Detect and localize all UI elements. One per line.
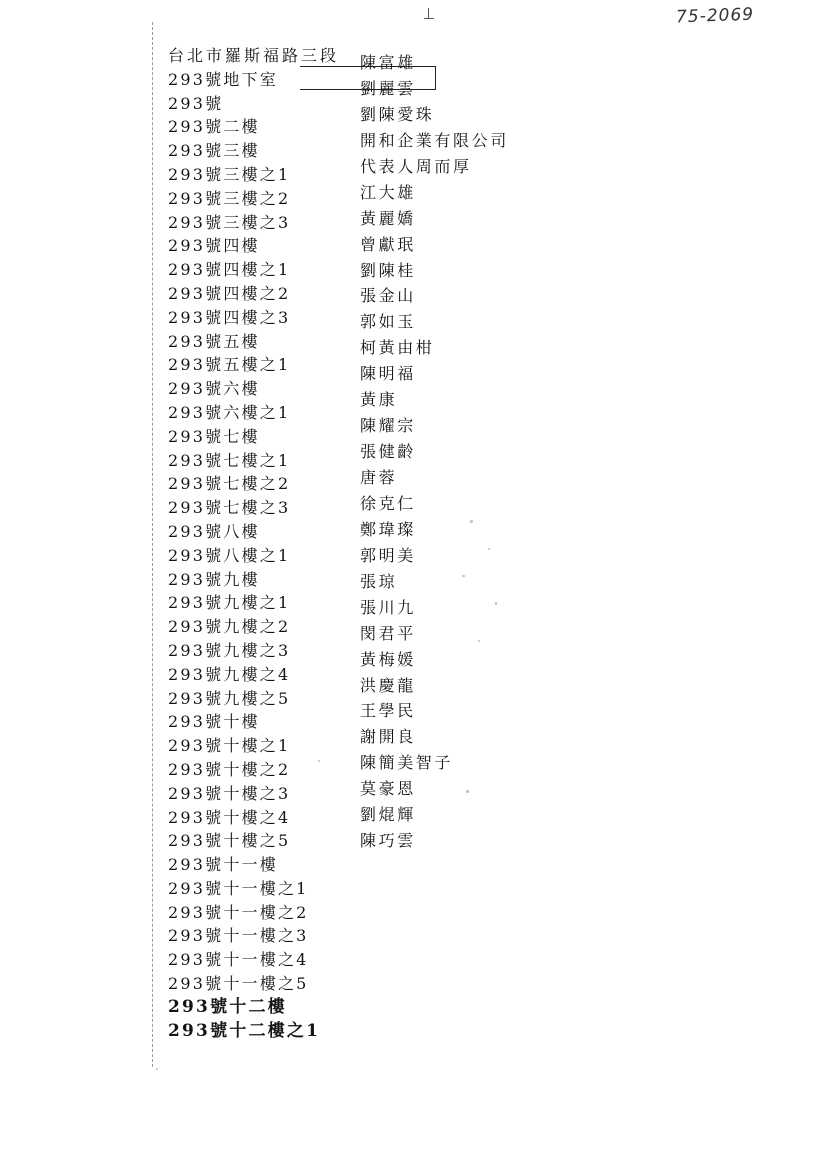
name-line: 開和企業有限公司	[360, 130, 509, 150]
name-line: 張健齡	[360, 442, 416, 462]
address-line: 293號十一樓之5	[168, 974, 309, 994]
name-line: 陳明福	[360, 364, 416, 384]
scan-speckle	[478, 640, 480, 642]
margin-tick-mark	[424, 8, 434, 19]
name-line: 陳富雄	[360, 53, 416, 72]
handwritten-annotation: 75-2069	[675, 4, 755, 28]
name-line: 黃梅媛	[360, 649, 416, 669]
scan-speckle	[470, 520, 473, 523]
scan-speckle	[495, 602, 497, 605]
address-line: 293號十樓之1	[168, 736, 291, 756]
name-line: 張金山	[360, 286, 416, 306]
address-line: 293號十二樓之1	[168, 1020, 321, 1041]
name-line: 曾獻珉	[360, 234, 416, 254]
name-line: 王學民	[360, 701, 416, 721]
name-line: 黃麗嬌	[360, 208, 416, 228]
address-line: 293號地下室	[168, 69, 278, 89]
address-line: 293號四樓之3	[168, 307, 291, 327]
name-line: 張琼	[360, 571, 398, 591]
name-line: 劉陳桂	[360, 260, 416, 280]
address-line: 293號四樓	[168, 236, 260, 256]
address-line: 293號	[168, 93, 224, 113]
address-line: 293號九樓	[168, 569, 260, 589]
address-line: 293號六樓	[168, 379, 260, 399]
name-line: 張川九	[360, 597, 416, 617]
address-line: 293號九樓之3	[168, 640, 291, 660]
address-line: 293號十一樓之1	[168, 878, 309, 898]
address-line: 293號七樓之3	[168, 498, 291, 518]
address-line: 293號九樓之1	[168, 593, 291, 613]
left-margin-line	[152, 22, 153, 1067]
address-line: 293號二樓	[168, 117, 260, 137]
address-line: 293號四樓之2	[168, 283, 291, 303]
name-line: 劉焜輝	[360, 805, 416, 825]
scan-speckle	[462, 575, 465, 577]
address-line: 293號十一樓之3	[168, 926, 309, 946]
name-line: 江大雄	[360, 182, 416, 202]
address-line: 293號十樓之5	[168, 831, 291, 851]
address-line: 293號七樓之1	[168, 450, 291, 470]
address-line: 293號十一樓	[168, 855, 278, 875]
scan-speckle	[156, 1068, 158, 1070]
address-line: 293號三樓之2	[168, 188, 291, 208]
address-line: 293號八樓之1	[168, 545, 291, 565]
address-line: 293號三樓之3	[168, 212, 291, 232]
address-line: 293號十樓之3	[168, 783, 291, 803]
name-line: 郭明美	[360, 545, 416, 565]
name-line: 鄭瑋璨	[360, 519, 416, 539]
address-line: 293號十樓之4	[168, 807, 291, 827]
address-line: 293號十二樓	[168, 996, 287, 1017]
name-line: 莫豪恩	[360, 779, 416, 799]
address-line: 293號九樓之4	[168, 664, 291, 684]
address-line: 293號五樓	[168, 331, 260, 351]
address-line: 台北市羅斯福路三段	[168, 46, 340, 65]
name-line: 閔君平	[360, 623, 416, 643]
address-line: 293號三樓之1	[168, 164, 291, 184]
address-column	[168, 44, 368, 1043]
address-line: 293號九樓之2	[168, 617, 291, 637]
address-line: 293號十樓	[168, 712, 260, 732]
name-line: 柯黃由柑	[360, 338, 435, 358]
address-line: 293號十一樓之2	[168, 902, 309, 922]
name-line: 洪慶龍	[360, 675, 416, 695]
name-line: 謝開良	[360, 727, 416, 747]
address-line: 293號十一樓之4	[168, 950, 309, 970]
name-line: 徐克仁	[360, 493, 416, 513]
name-line: 唐蓉	[360, 468, 398, 487]
name-line: 劉麗雲	[360, 78, 416, 98]
address-line: 293號八樓	[168, 521, 260, 541]
address-line: 293號四樓之1	[168, 260, 291, 280]
name-line: 陳簡美智子	[360, 753, 454, 773]
name-line: 劉陳愛珠	[360, 104, 435, 124]
name-column	[360, 50, 620, 854]
scan-speckle	[318, 760, 320, 762]
address-line: 293號三樓	[168, 141, 260, 161]
name-line: 黃康	[360, 390, 398, 410]
scan-speckle	[488, 548, 490, 550]
name-line: 郭如玉	[360, 312, 416, 332]
address-line: 293號九樓之5	[168, 688, 291, 708]
address-line: 293號七樓之2	[168, 474, 291, 494]
name-line: 陳巧雲	[360, 831, 416, 851]
address-line: 293號五樓之1	[168, 355, 291, 375]
name-line: 陳耀宗	[360, 416, 416, 436]
address-line: 293號七樓	[168, 426, 260, 446]
address-line: 293號十樓之2	[168, 759, 291, 779]
address-line: 293號六樓之1	[168, 402, 291, 422]
name-line: 代表人周而厚	[360, 156, 472, 176]
scan-speckle	[466, 790, 469, 793]
